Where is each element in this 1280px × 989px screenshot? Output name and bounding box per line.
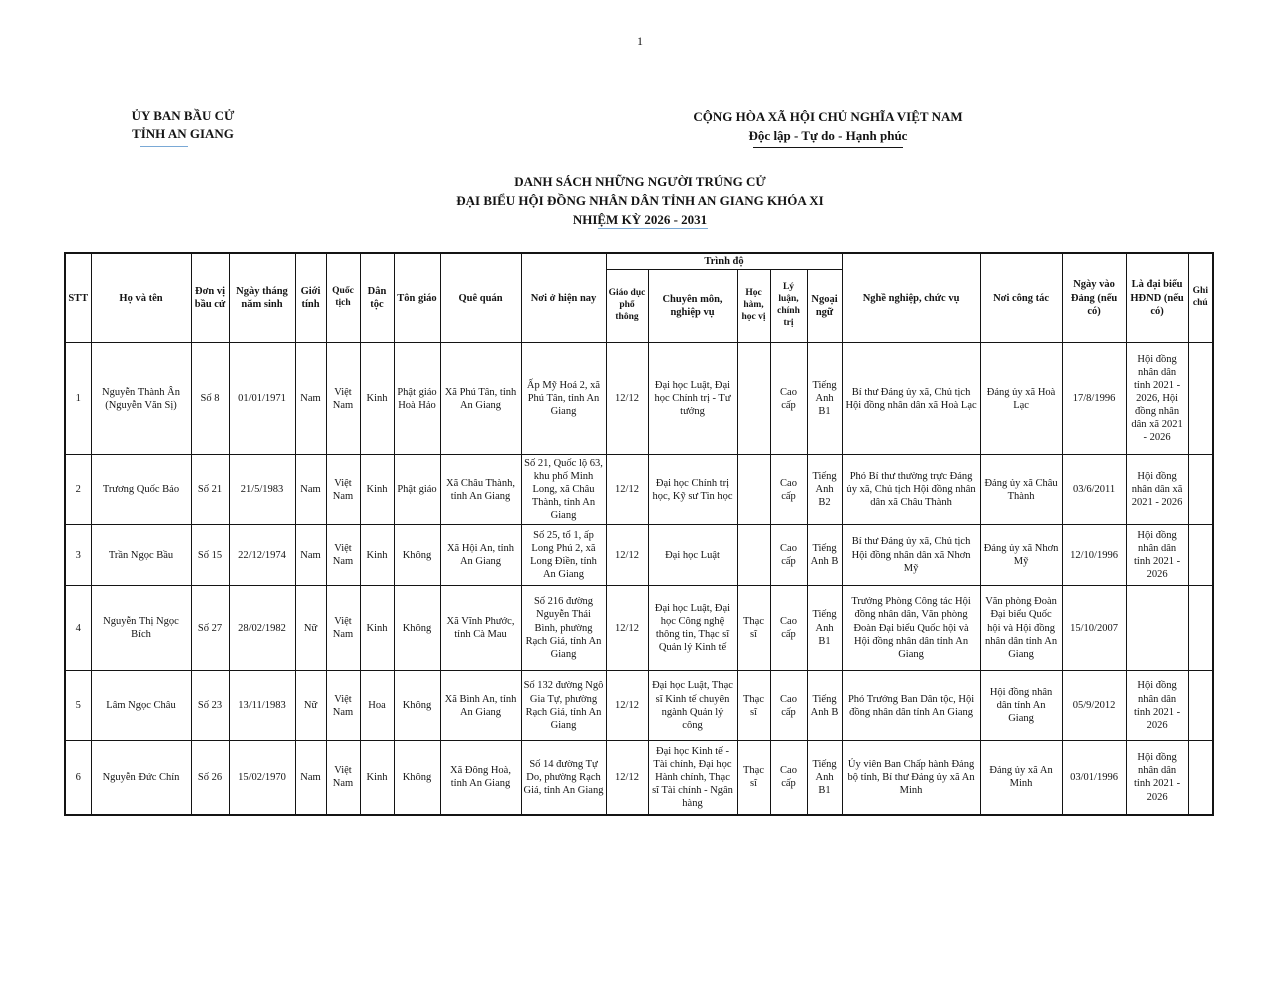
document-title-line1: DANH SÁCH NHỮNG NGƯỜI TRÚNG CỬ [514, 174, 766, 189]
winners-table-wrapper [64, 252, 1212, 816]
col-header-noi-cong-tac: Nơi công tác [980, 253, 1062, 343]
cell-ngay-sinh: 01/01/1971 [229, 343, 295, 455]
cell-hoc-ham: Thạc sĩ [737, 671, 770, 741]
cell-nghe-nghiep: Ủy viên Ban Chấp hành Đảng bộ tỉnh, Bí thư Đảng ủy xã An Minh [842, 741, 980, 815]
cell-dan-toc: Kinh [360, 455, 394, 525]
cell-ngoai-ngu: Tiếng Anh B [807, 671, 842, 741]
table-row [65, 343, 1213, 455]
cell-don-vi-bau-cu: Số 23 [191, 671, 229, 741]
cell-ly-luan: Cao cấp [770, 343, 807, 455]
col-header-chuyen-mon: Chuyên môn, nghiệp vụ [648, 270, 737, 343]
cell-dai-bieu-hdnd [1126, 586, 1188, 671]
col-header-ngay-vao-dang: Ngày vào Đảng (nếu có) [1062, 253, 1126, 343]
cell-gioi-tinh: Nam [295, 455, 326, 525]
national-motto: Độc lập - Tự do - Hạnh phúc [748, 128, 908, 143]
cell-noi-o: Số 216 đường Nguyễn Thái Bình, phường Rạch Giá, tỉnh An Giang [521, 586, 606, 671]
cell-chuyen-mon: Đại học Luật, Đại học Công nghệ thông tin, Thạc sĩ Quản lý Kinh tế [648, 586, 737, 671]
col-header-dai-bieu-hdnd: Là đại biểu HĐND (nếu có) [1126, 253, 1188, 343]
cell-stt: 6 [65, 741, 91, 815]
col-header-ngoai-ngu: Ngoại ngữ [807, 270, 842, 343]
cell-chuyen-mon: Đại học Chính trị học, Kỹ sư Tin học [648, 455, 737, 525]
col-header-stt: STT [65, 253, 91, 343]
cell-don-vi-bau-cu: Số 15 [191, 525, 229, 586]
cell-ngay-vao-dang: 05/9/2012 [1062, 671, 1126, 741]
issuing-authority-underline [140, 146, 188, 147]
cell-ton-giao: Phật giáo Hoà Hảo [394, 343, 440, 455]
cell-ngay-vao-dang: 17/8/1996 [1062, 343, 1126, 455]
table-row [65, 671, 1213, 741]
cell-chuyen-mon: Đại học Luật, Đại học Chính trị - Tư tưởng [648, 343, 737, 455]
cell-que-quan: Xã Phú Tân, tỉnh An Giang [440, 343, 521, 455]
cell-gioi-tinh: Nam [295, 525, 326, 586]
cell-hoc-ham: Thạc sĩ [737, 741, 770, 815]
cell-hoc-ham [737, 455, 770, 525]
cell-hoc-ham [737, 525, 770, 586]
cell-ho-va-ten: Nguyễn Thành Ân (Nguyễn Văn Sị) [91, 343, 191, 455]
cell-noi-o: Số 14 đường Tự Do, phường Rạch Giá, tỉnh An Giang [521, 741, 606, 815]
cell-dan-toc: Hoa [360, 671, 394, 741]
cell-dan-toc: Kinh [360, 586, 394, 671]
table-row [65, 741, 1213, 815]
cell-dan-toc: Kinh [360, 525, 394, 586]
cell-don-vi-bau-cu: Số 21 [191, 455, 229, 525]
cell-ngay-sinh: 15/02/1970 [229, 741, 295, 815]
cell-ngay-sinh: 22/12/1974 [229, 525, 295, 586]
cell-ghi-chu [1188, 586, 1213, 671]
table-header [65, 253, 1213, 343]
col-header-hoc-ham: Học hàm, học vị [737, 270, 770, 343]
cell-noi-cong-tac: Hội đồng nhân dân tỉnh An Giang [980, 671, 1062, 741]
cell-noi-cong-tac: Đảng ủy xã Nhơn Mỹ [980, 525, 1062, 586]
cell-ngoai-ngu: Tiếng Anh B1 [807, 741, 842, 815]
cell-ly-luan: Cao cấp [770, 741, 807, 815]
cell-dai-bieu-hdnd: Hội đồng nhân dân tỉnh 2021 - 2026 [1126, 741, 1188, 815]
cell-don-vi-bau-cu: Số 27 [191, 586, 229, 671]
issuing-authority-block [118, 107, 248, 143]
col-header-ly-luan: Lý luận, chính trị [770, 270, 807, 343]
cell-stt: 3 [65, 525, 91, 586]
cell-ly-luan: Cao cấp [770, 525, 807, 586]
col-header-nghe-nghiep: Nghề nghiệp, chức vụ [842, 253, 980, 343]
cell-chuyen-mon: Đại học Kinh tế - Tài chính, Đại học Hành chính, Thạc sĩ Tài chính - Ngân hàng [648, 741, 737, 815]
cell-ho-va-ten: Trần Ngọc Bầu [91, 525, 191, 586]
cell-chuyen-mon: Đại học Luật, Thạc sĩ Kinh tế chuyên ngành Quản lý công [648, 671, 737, 741]
cell-gioi-tinh: Nữ [295, 586, 326, 671]
cell-nghe-nghiep: Trưởng Phòng Công tác Hội đồng nhân dân, Văn phòng Đoàn Đại biểu Quốc hội và Hội đồng nhân dân tỉnh An Giang [842, 586, 980, 671]
header-row-group [65, 253, 1213, 270]
cell-gioi-tinh: Nam [295, 741, 326, 815]
document-title-line3: NHIỆM KỲ 2026 - 2031 [572, 212, 708, 227]
cell-giao-duc: 12/12 [606, 525, 648, 586]
cell-don-vi-bau-cu: Số 26 [191, 741, 229, 815]
table-body [65, 343, 1213, 815]
col-header-ghi-chu: Ghi chú [1188, 253, 1213, 343]
cell-don-vi-bau-cu: Số 8 [191, 343, 229, 455]
winners-table [64, 252, 1214, 816]
cell-ho-va-ten: Trương Quốc Bảo [91, 455, 191, 525]
cell-ngay-sinh: 21/5/1983 [229, 455, 295, 525]
col-header-ho-va-ten: Họ và tên [91, 253, 191, 343]
cell-quoc-tich: Việt Nam [326, 586, 360, 671]
cell-noi-cong-tac: Đảng ủy xã Hoà Lạc [980, 343, 1062, 455]
document-title-underline [598, 228, 708, 229]
cell-ghi-chu [1188, 741, 1213, 815]
cell-noi-o: Số 21, Quốc lộ 63, khu phố Minh Long, xã Châu Thành, tỉnh An Giang [521, 455, 606, 525]
cell-noi-cong-tac: Đảng ủy xã Châu Thành [980, 455, 1062, 525]
cell-nghe-nghiep: Phó Bí thư thường trực Đảng ủy xã, Chủ tịch Hội đồng nhân dân xã Châu Thành [842, 455, 980, 525]
col-group-trinh-do: Trình độ [606, 253, 842, 270]
cell-nghe-nghiep: Bí thư Đảng ủy xã, Chủ tịch Hội đồng nhân dân xã Nhơn Mỹ [842, 525, 980, 586]
cell-quoc-tich: Việt Nam [326, 343, 360, 455]
cell-ly-luan: Cao cấp [770, 671, 807, 741]
cell-ho-va-ten: Nguyễn Thị Ngọc Bích [91, 586, 191, 671]
cell-ho-va-ten: Lâm Ngọc Châu [91, 671, 191, 741]
cell-noi-o: Số 132 đường Ngô Gia Tự, phường Rạch Giá, tỉnh An Giang [521, 671, 606, 741]
cell-stt: 1 [65, 343, 91, 455]
col-header-que-quan: Quê quán [440, 253, 521, 343]
cell-ton-giao: Phật giáo [394, 455, 440, 525]
cell-nghe-nghiep: Bí thư Đảng ủy xã, Chủ tịch Hội đồng nhân dân xã Hoà Lạc [842, 343, 980, 455]
cell-giao-duc: 12/12 [606, 586, 648, 671]
cell-chuyen-mon: Đại học Luật [648, 525, 737, 586]
cell-noi-o: Số 25, tổ 1, ấp Long Phú 2, xã Long Điền, tỉnh An Giang [521, 525, 606, 586]
cell-hoc-ham [737, 343, 770, 455]
cell-ngay-sinh: 13/11/1983 [229, 671, 295, 741]
document-title [0, 172, 1280, 229]
cell-ngay-vao-dang: 12/10/1996 [1062, 525, 1126, 586]
page-number: 1 [637, 34, 643, 48]
cell-noi-cong-tac: Văn phòng Đoàn Đại biểu Quốc hội và Hội đồng nhân dân tỉnh An Giang [980, 586, 1062, 671]
cell-quoc-tich: Việt Nam [326, 455, 360, 525]
cell-ngay-sinh: 28/02/1982 [229, 586, 295, 671]
cell-que-quan: Xã Châu Thành, tỉnh An Giang [440, 455, 521, 525]
national-motto-underline [753, 147, 903, 148]
document-title-line2: ĐẠI BIỂU HỘI ĐỒNG NHÂN DÂN TỈNH AN GIANG KHÓA XI [456, 193, 824, 208]
cell-ngay-vao-dang: 03/6/2011 [1062, 455, 1126, 525]
table-row [65, 586, 1213, 671]
cell-que-quan: Xã Vĩnh Phước, tỉnh Cà Mau [440, 586, 521, 671]
cell-dai-bieu-hdnd: Hội đồng nhân dân tỉnh 2021 - 2026 [1126, 525, 1188, 586]
national-motto-block [688, 107, 968, 145]
cell-gioi-tinh: Nữ [295, 671, 326, 741]
cell-quoc-tich: Việt Nam [326, 741, 360, 815]
col-header-ngay-sinh: Ngày tháng năm sinh [229, 253, 295, 343]
col-header-gioi-tinh: Giới tính [295, 253, 326, 343]
cell-dai-bieu-hdnd: Hội đồng nhân dân xã 2021 - 2026 [1126, 455, 1188, 525]
cell-noi-o: Ấp Mỹ Hoá 2, xã Phú Tân, tỉnh An Giang [521, 343, 606, 455]
table-row [65, 455, 1213, 525]
issuing-authority-line2: TỈNH AN GIANG [132, 126, 234, 141]
cell-ghi-chu [1188, 455, 1213, 525]
cell-giao-duc: 12/12 [606, 671, 648, 741]
cell-giao-duc: 12/12 [606, 741, 648, 815]
cell-ho-va-ten: Nguyễn Đức Chín [91, 741, 191, 815]
cell-giao-duc: 12/12 [606, 343, 648, 455]
cell-ly-luan: Cao cấp [770, 586, 807, 671]
cell-ly-luan: Cao cấp [770, 455, 807, 525]
cell-ngoai-ngu: Tiếng Anh B1 [807, 586, 842, 671]
cell-hoc-ham: Thạc sĩ [737, 586, 770, 671]
cell-ghi-chu [1188, 343, 1213, 455]
cell-ton-giao: Không [394, 671, 440, 741]
cell-quoc-tich: Việt Nam [326, 525, 360, 586]
cell-ton-giao: Không [394, 741, 440, 815]
cell-dai-bieu-hdnd: Hội đồng nhân dân tỉnh 2021 - 2026 [1126, 671, 1188, 741]
table-row [65, 525, 1213, 586]
cell-ngay-vao-dang: 15/10/2007 [1062, 586, 1126, 671]
cell-ton-giao: Không [394, 586, 440, 671]
issuing-authority-line1: ỦY BAN BẦU CỬ [131, 108, 235, 123]
cell-giao-duc: 12/12 [606, 455, 648, 525]
cell-ngoai-ngu: Tiếng Anh B2 [807, 455, 842, 525]
col-header-noi-o: Nơi ở hiện nay [521, 253, 606, 343]
cell-ngay-vao-dang: 03/01/1996 [1062, 741, 1126, 815]
col-header-dan-toc: Dân tộc [360, 253, 394, 343]
cell-dan-toc: Kinh [360, 343, 394, 455]
col-header-ton-giao: Tôn giáo [394, 253, 440, 343]
cell-ghi-chu [1188, 525, 1213, 586]
cell-dai-bieu-hdnd: Hội đồng nhân dân tỉnh 2021 - 2026, Hội đồng nhân dân xã 2021 - 2026 [1126, 343, 1188, 455]
cell-stt: 5 [65, 671, 91, 741]
cell-ghi-chu [1188, 671, 1213, 741]
cell-que-quan: Xã Bình An, tỉnh An Giang [440, 671, 521, 741]
cell-que-quan: Xã Đông Hoà, tỉnh An Giang [440, 741, 521, 815]
cell-noi-cong-tac: Đảng ủy xã An Minh [980, 741, 1062, 815]
cell-gioi-tinh: Nam [295, 343, 326, 455]
cell-stt: 2 [65, 455, 91, 525]
cell-nghe-nghiep: Phó Trưởng Ban Dân tộc, Hội đồng nhân dân tỉnh An Giang [842, 671, 980, 741]
cell-ngoai-ngu: Tiếng Anh B [807, 525, 842, 586]
cell-stt: 4 [65, 586, 91, 671]
cell-ngoai-ngu: Tiếng Anh B1 [807, 343, 842, 455]
col-header-don-vi-bau-cu: Đơn vị bầu cử [191, 253, 229, 343]
cell-ton-giao: Không [394, 525, 440, 586]
national-title: CỘNG HÒA XÃ HỘI CHỦ NGHĨA VIỆT NAM [693, 109, 963, 124]
cell-quoc-tich: Việt Nam [326, 671, 360, 741]
col-header-quoc-tich: Quốc tịch [326, 253, 360, 343]
cell-dan-toc: Kinh [360, 741, 394, 815]
cell-que-quan: Xã Hội An, tỉnh An Giang [440, 525, 521, 586]
col-header-giao-duc: Giáo dục phổ thông [606, 270, 648, 343]
